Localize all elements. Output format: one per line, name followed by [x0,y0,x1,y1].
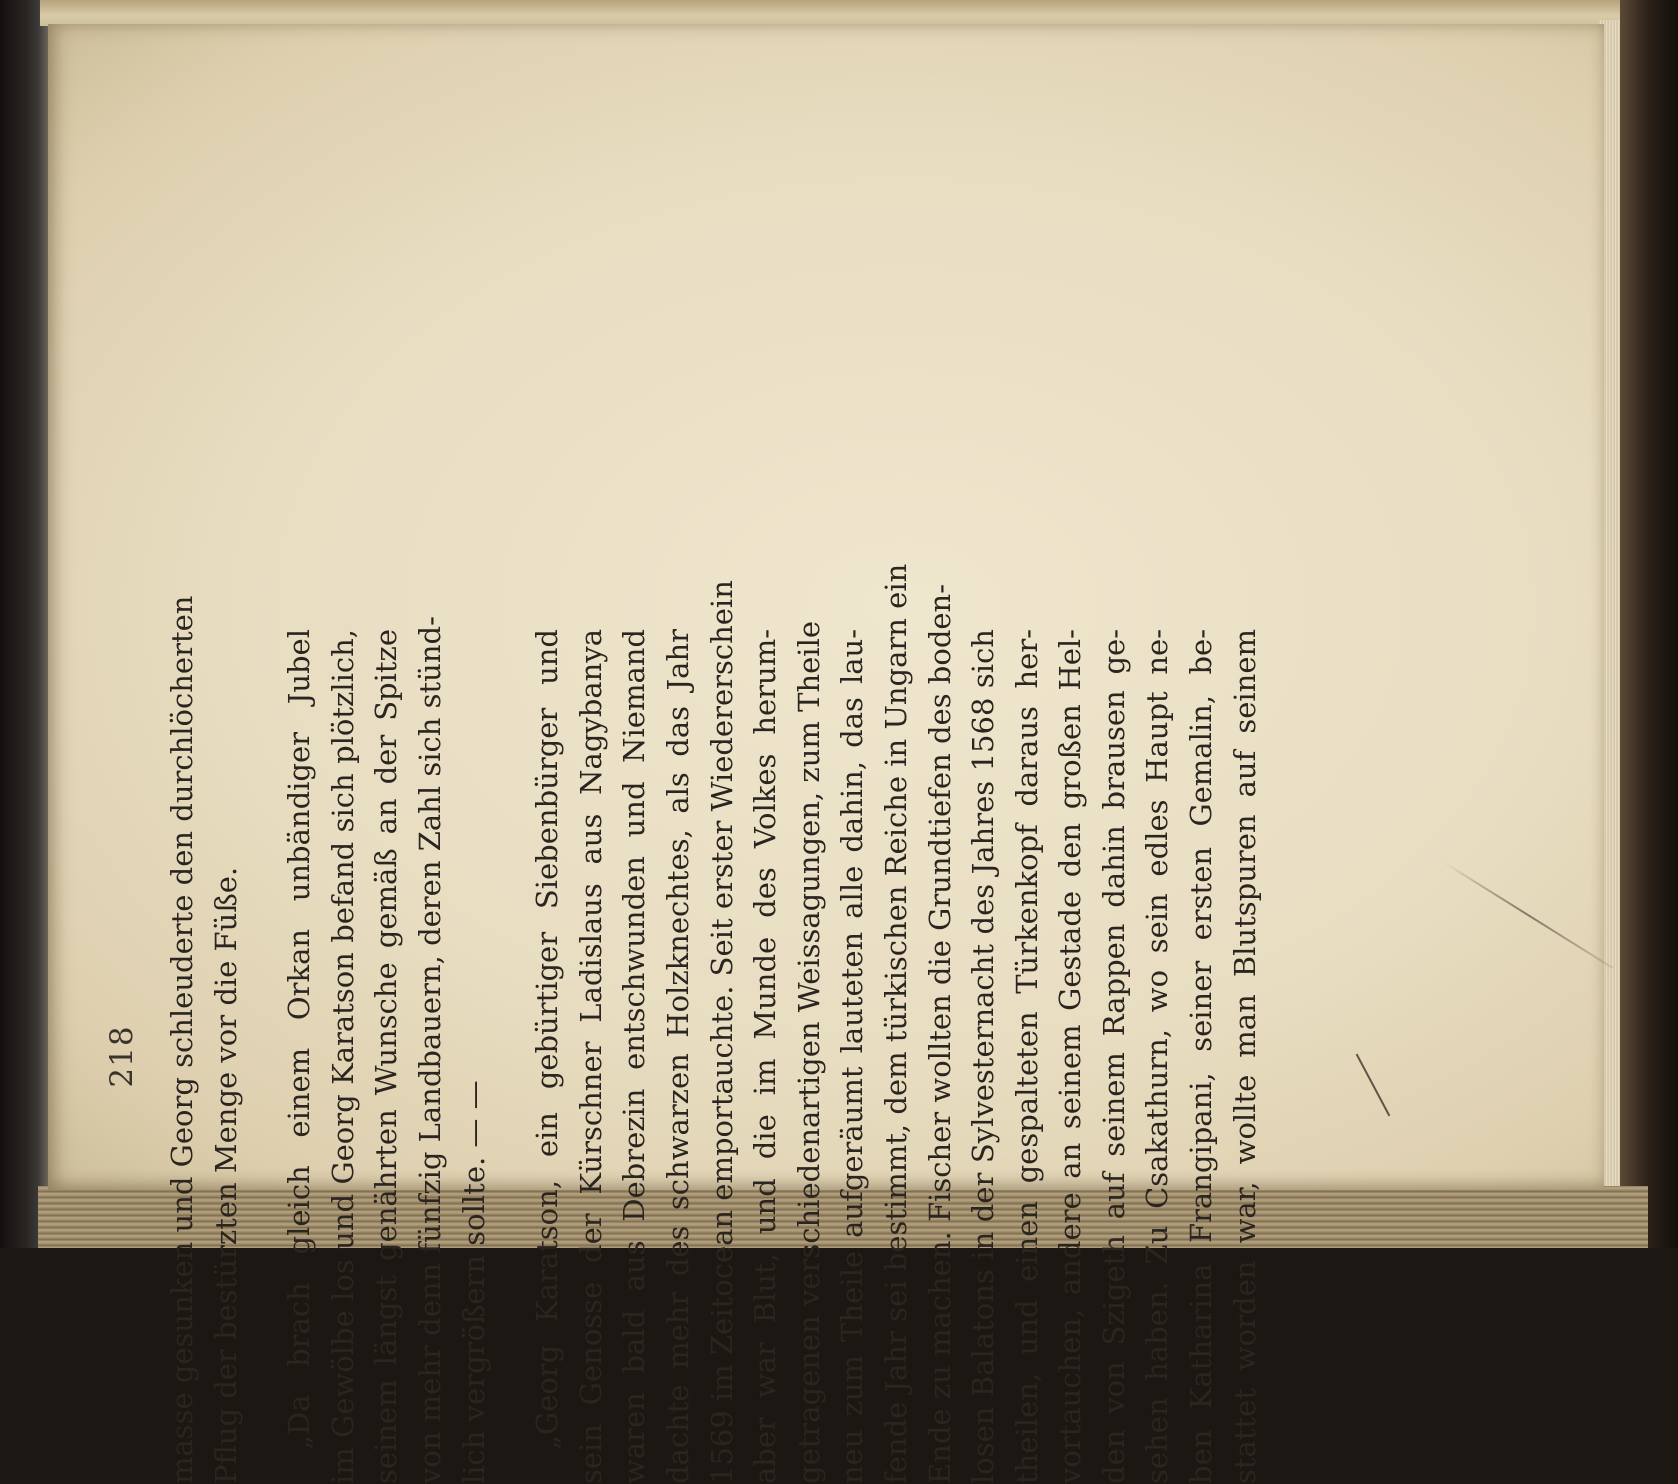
book-cover-edge [1620,0,1678,1248]
paragraph-gap [248,629,278,1484]
paragraph-1 [161,595,248,1484]
text-line: lich vergrößern sollte. — — [456,1080,491,1484]
text-line: 1569 im Zeitocean emportauchte. Seit erster Wiedererschein [704,580,739,1484]
page-crease [1443,861,1614,969]
text-line: getragenen verschiedenartigen Weissagungen, zum Theile [791,620,826,1484]
text-line: vortauchen, andere an seinem Gestade den großen Hel- [1053,629,1088,1484]
text-line: stattet worden war, wollte man Blutspuren auf seinem [1227,629,1262,1484]
text-line: im Gewölbe los und Georg Karatson befand sich plötzlich, [325,629,360,1484]
book-top-edge [40,0,1640,26]
text-line: losen Balatons in der Sylvesternacht des Jahres 1568 sich [966,629,1001,1484]
text-line: „Georg Karatson, ein gebürtiger Siebenbürger und [530,629,565,1450]
text-line: neu zum Theile aufgeräumt lauteten alle dahin, das lau- [835,629,870,1484]
text-line: theilen, und einen gespalteten Türkenkopf daraus her- [1009,629,1044,1484]
text-line: ben Katharina Frangipani, seiner ersten Gemalin, be- [1184,629,1219,1484]
text-line: masse gesunken und Georg schleuderte den durchlöcherten [165,595,199,1484]
text-line: „Da brach gleich einem Orkan unbändiger Jubel [282,629,317,1450]
text-line: fende Jahr sei bestimmt, dem türkischen Reiche in Ungarn ein [878,563,913,1484]
page-crease [1356,1054,1391,1117]
book-spine [0,0,48,1248]
text-line: Pflug der bestürzten Menge vor die Füße. [208,866,243,1484]
text-line: aber war Blut, und die im Munde des Volkes herum- [748,629,783,1484]
paragraph-3 [526,563,1267,1484]
page-number: 218 [104,1025,140,1088]
text-line: seinem längst genährten Wunsche gemäß an der Spitze [369,629,404,1484]
text-line: sein Genosse der Kürschner Ladislaus aus Nagybanya [573,629,608,1484]
text-line: von mehr denn fünfzig Landbauern, deren Zahl sich stünd- [412,616,447,1484]
paragraph-gap [496,629,526,1484]
text-line: sehen haben. Zu Csakathurn, wo sein edles Haupt ne- [1140,629,1175,1484]
paragraph-2 [278,616,496,1484]
book-page [48,24,1604,1484]
text-line: Ende zu machen. Fischer wollten die Grundtiefen des boden- [922,583,957,1484]
text-line: den von Szigeth auf seinem Rappen dahin brausen ge- [1096,629,1131,1484]
text-line: waren bald aus Debrezin entschwunden und Niemand [617,629,652,1484]
rotated-text-block [83,563,1262,1484]
text-line: dachte mehr des schwarzen Holzknechtes, als das Jahr [660,629,695,1484]
